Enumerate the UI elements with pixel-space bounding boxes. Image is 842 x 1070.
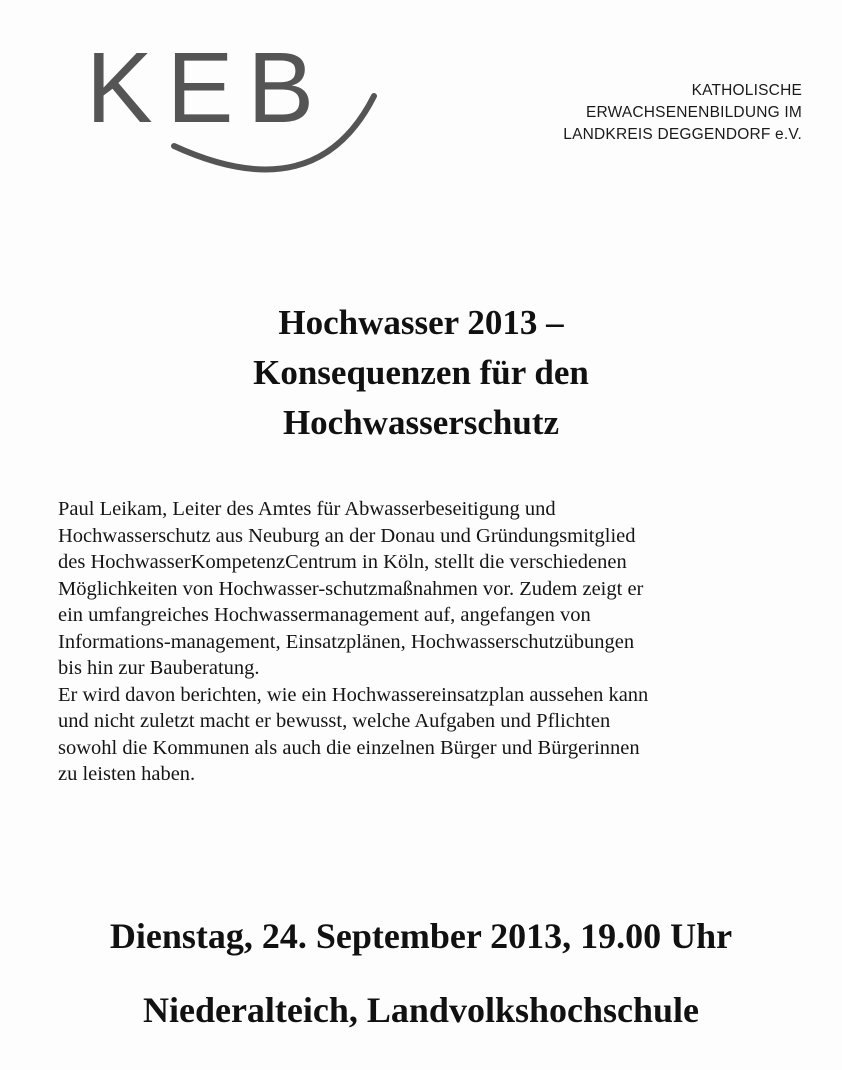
description-line: zu leisten haben. <box>58 763 196 785</box>
description-line: sowohl die Kommunen als auch die einzelnen Bürger und Bürgerinnen <box>58 736 640 759</box>
organization-line: ERWACHSENENBILDUNG IM <box>585 104 802 121</box>
description-line: des HochwasserKompetenzCentrum in Köln, stellt die verschiedenen <box>58 551 627 573</box>
description-line: und nicht zuletzt macht er bewusst, welche Aufgaben und Pflichten <box>58 710 611 732</box>
keb-logo-text: KEB <box>86 36 329 144</box>
keb-logo <box>86 36 386 186</box>
organization-name <box>563 80 802 146</box>
event-location: Niederalteich, Landvolkshochschule <box>142 990 700 1030</box>
description-line: Er wird davon berichten, wie ein Hochwassereinsatzplan aussehen kann <box>58 683 649 706</box>
description-line: bis hin zur Bauberatung. <box>58 657 260 679</box>
description-line: Informations-management, Einsatzplänen, Hochwasserschutzübungen <box>58 630 635 653</box>
description-line: ein umfangreiches Hochwassermanagement auf, angefangen von <box>58 604 591 626</box>
description-line: Möglichkeiten von Hochwasser-schutzmaßnahmen vor. Zudem zeigt er <box>58 577 644 600</box>
event-title <box>0 298 842 448</box>
title-line: Konsequenzen für den <box>253 353 589 392</box>
event-datetime: Dienstag, 24. September 2013, 19.00 Uhr <box>109 916 733 956</box>
description-line: Hochwasserschutz aus Neuburg an der Donau und Gründungsmitglied <box>58 524 636 547</box>
organization-line: KATHOLISCHE <box>691 82 802 99</box>
organization-line: LANDKREIS DEGGENDORF e.V. <box>563 126 802 143</box>
title-line: Hochwasser 2013 – <box>278 303 564 342</box>
event-description <box>58 496 818 788</box>
title-line: Hochwasserschutz <box>282 403 560 442</box>
description-line: Paul Leikam, Leiter des Amtes für Abwasserbeseitigung und <box>58 498 556 520</box>
